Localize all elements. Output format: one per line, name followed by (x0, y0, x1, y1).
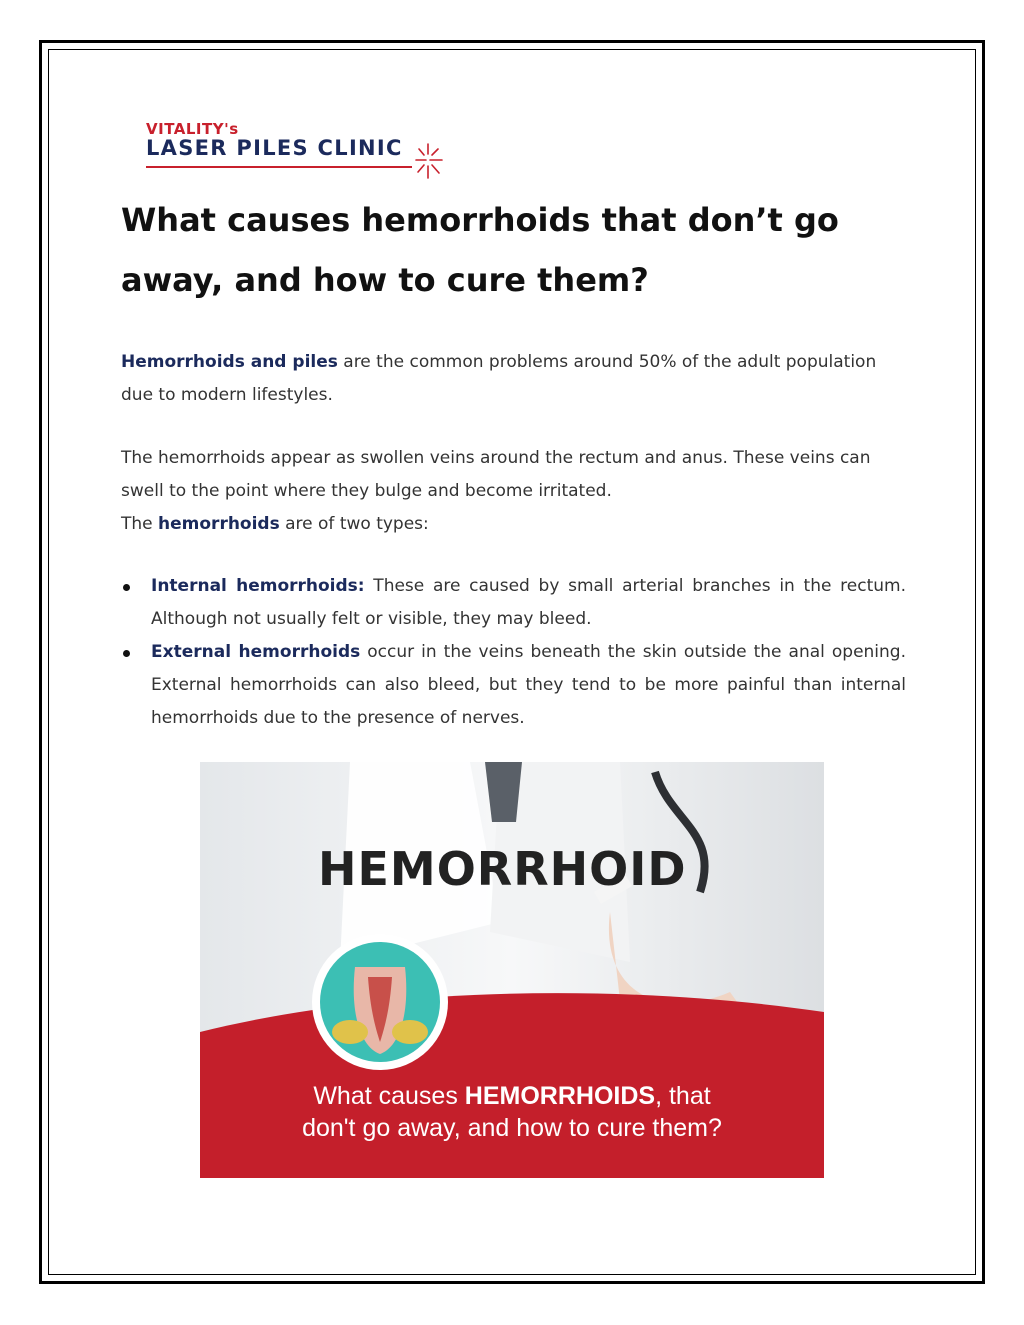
hero-caption (200, 1080, 824, 1144)
logo-underline (146, 166, 412, 168)
types-pre: The (121, 514, 159, 534)
logo-main-text: LASER PILES CLINIC (146, 136, 403, 160)
list-item-term: External hemorrhoids (151, 642, 361, 662)
list-item-text: occur in the veins beneath the skin outside the anal opening. External hemorrhoids can also bleed, but they tend to be more painful than internal hemorrhoids due to the presence of nerves. (151, 642, 906, 728)
list-item (121, 636, 906, 735)
hero-caption-post: , that (655, 1082, 711, 1110)
hero-caption-line2: don't go away, and how to cure them? (302, 1114, 722, 1142)
laser-burst-icon (412, 140, 446, 182)
hemorrhoid-types-list (121, 570, 906, 735)
list-item (121, 570, 906, 636)
hero-word: HEMORRHOID (318, 842, 687, 896)
intro-text: are the common problems around 50% of the adult population due to modern lifestyles. (121, 352, 877, 405)
intro-bold: Hemorrhoids and piles (121, 352, 338, 372)
hero-image (200, 762, 824, 1178)
intro-paragraph (121, 346, 906, 412)
list-item-text: These are caused by small arterial branches in the rectum. Although not usually felt or visible, they may bleed. (151, 576, 906, 629)
types-description: The hemorrhoids appear as swollen veins around the rectum and anus. These veins can swell to the point where they bulge and become irritated. (121, 448, 871, 501)
logo-top-text: VITALITY's (146, 120, 239, 138)
hero-caption-pre: What causes (313, 1082, 465, 1110)
article-title: What causes hemorrhoids that don’t go away, and how to cure them? (121, 201, 839, 299)
types-bold: hemorrhoids (158, 514, 280, 534)
clinic-logo[interactable] (146, 120, 446, 182)
types-paragraph (121, 442, 906, 541)
hero-caption-bold: HEMORRHOIDS (464, 1082, 656, 1110)
list-item-term: Internal hemorrhoids: (151, 576, 365, 596)
types-post: are of two types: (279, 514, 429, 534)
